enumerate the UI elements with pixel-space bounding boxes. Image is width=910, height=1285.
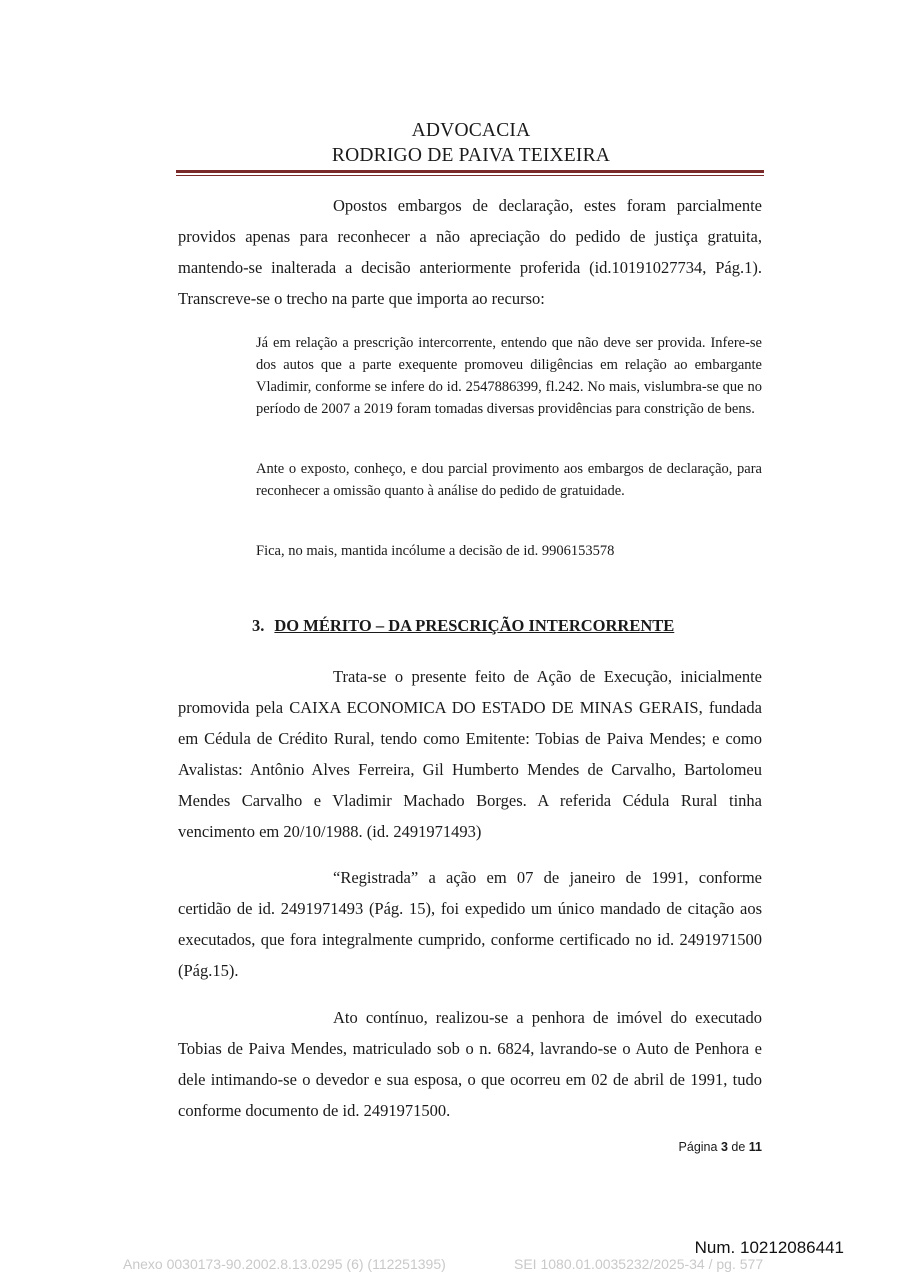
letterhead-line-2: RODRIGO DE PAIVA TEIXEIRA: [331, 145, 611, 166]
section-heading: [252, 616, 674, 636]
quote-paragraph-2: Ante o exposto, conheço, e dou parcial provimento aos embargos de declaração, para reconhecer a omissão quanto à análise do pedido de gratuidade.: [256, 461, 762, 499]
page-current: 3: [720, 1140, 728, 1154]
page-label: Página: [678, 1140, 718, 1154]
paragraph-penhora: Ato contínuo, realizou-se a penhora de imóvel do executado Tobias de Paiva Mendes, matriculado sob o n. 6824, lavrando-se o Auto de Penhora e dele intimando-se o devedor e sua esposa, o que ocorreu em 02 de abril de 1991, tudo conforme documento de id. 2491971500.: [178, 1008, 762, 1120]
footer-anexo: Anexo 0030173-90.2002.8.13.0295 (6) (112251395): [123, 1256, 446, 1272]
section-number: 3.: [252, 616, 265, 635]
header-rule-thick: [176, 170, 764, 173]
page-total: 11: [748, 1140, 762, 1154]
page-number: [600, 1140, 762, 1154]
letterhead: [178, 118, 764, 168]
quote-paragraph-3: Fica, no mais, mantida incólume a decisão de id. 9906153578: [256, 543, 615, 559]
page-sep: de: [731, 1140, 746, 1154]
paragraph-acao-execucao: Trata-se o presente feito de Ação de Execução, inicialmente promovida pela CAIXA ECONOMICA DO ESTADO DE MINAS GERAIS, fundada em Cédula de Crédito Rural, tendo como Emitente: Tobias de Paiva Mendes; e como Avalistas: Antônio Alves Ferreira, Gil Humberto Mendes de Carvalho, Bartolomeu Mendes Carvalho e Vladimir Machado Borges. A referida Cédula Rural tinha vencimento em 20/10/1988. (id. 2491971493): [178, 667, 762, 841]
section-title: DO MÉRITO – DA PRESCRIÇÃO INTERCORRENTE: [274, 616, 675, 635]
paragraph-embargos: Opostos embargos de declaração, estes foram parcialmente providos apenas para reconhecer a não apreciação do pedido de justiça gratuita, mantendo-se inalterada a decisão anteriormente proferida (id.10191027734, Pág.1). Transcreve-se o trecho na parte que importa ao recurso:: [178, 196, 762, 308]
header-rule-thin: [176, 175, 764, 176]
document-number-stamp: Num. 10212086441: [694, 1238, 844, 1257]
quote-paragraph-1: Já em relação a prescrição intercorrente, entendo que não deve ser provida. Infere-se dos autos que a parte exequente promoveu diligências em relação ao embargante Vladimir, conforme se infere do id. 2547886399, fl.242. No mais, vislumbra-se que no período de 2007 a 2019 foram tomadas diversas providências para constrição de bens.: [256, 335, 762, 417]
footer-sei: SEI 1080.01.0035232/2025-34 / pg. 577: [514, 1256, 764, 1272]
paragraph-registrada: “Registrada” a ação em 07 de janeiro de 1991, conforme certidão de id. 2491971493 (Pág. 15), foi expedido um único mandado de citação aos executados, que fora integralmente cumprido, conforme certificado no id. 2491971500 (Pág.15).: [178, 868, 762, 980]
letterhead-line-1: ADVOCACIA: [411, 120, 531, 141]
